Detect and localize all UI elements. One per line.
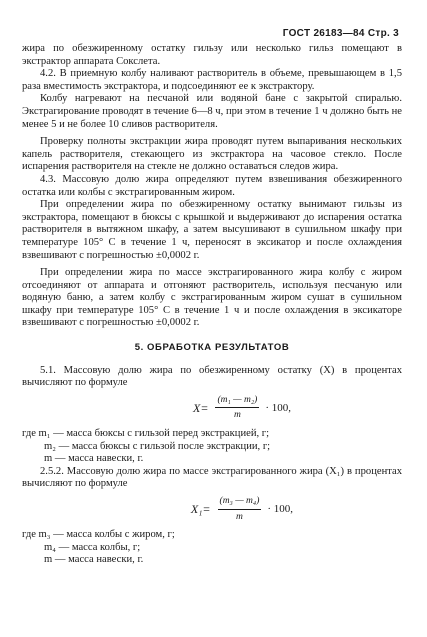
- definition-line: m₄ — масса колбы, г;: [44, 541, 141, 553]
- definition-line: m₂ — масса бюксы с гильзой после экстракции, г;: [44, 440, 271, 452]
- formula-numerator: (m₃ — m₄): [218, 495, 262, 510]
- definition-line: m — масса навески, г.: [44, 453, 144, 465]
- paragraph-extracted-fat-mass: При определении жира по массе экстрагированного жира колбу с жиром отсоединяют от аппарата и отгоняют растворитель, используя песчаную или водяную баню, а затем колбу с экстрагированным жиром сушат в сушильном шкафу при температуре 105° С в течение 1 ч и после охлаждения в эксикаторе взвешивают с погрешностью ±0,0002 г.: [22, 267, 402, 329]
- definition-line: где m₃ — масса колбы с жиром, г;: [22, 529, 175, 541]
- formula-x1: [22, 495, 402, 523]
- section-title: 5. ОБРАБОТКА РЕЗУЛЬТАТОВ: [134, 342, 290, 354]
- formula-denominator: m: [233, 410, 241, 421]
- formula-fraction: [215, 394, 259, 422]
- paragraph-completeness-check: Проверку полноты экстракции жира проводят путем выпаривания нескольких капель растворителя, стекающего из экстрактора на часовое стекло. После испарения растворителя на стекле не должно оставаться следов жира.: [22, 136, 402, 173]
- paragraph-heating: Колбу нагревают на песчаной или водяной бане с закрытой спиралью. Экстрагирование проводят в течение 6—8 ч, при этом в течение 1 ч должно быть не менее 5 и не более 10 сливов растворителя.: [22, 93, 402, 130]
- formula-tail: · 100,: [265, 401, 291, 414]
- document-body: [22, 43, 402, 567]
- paragraph-4-2: 4.2. В приемную колбу наливают растворитель в объеме, превышающем в 1,5 раза вместимость экстрактора, и подсоединяют ее к экстрактору.: [22, 68, 402, 92]
- paragraph-5-2: 2.5.2. Массовую долю жира по массе экстрагированного жира (X₁) в процентах вычисляют по формуле: [22, 465, 402, 490]
- formula-lhs: X₁=: [190, 501, 211, 516]
- page-header: ГОСТ 26183—84 Стр. 3: [282, 28, 399, 39]
- formula-tail: · 100,: [267, 502, 294, 515]
- paragraph-4-3: 4.3. Массовую долю жира определяют путем взвешивания обезжиренного остатка или колбы с экстрагированным жиром.: [22, 173, 402, 198]
- formula-fraction: [218, 495, 262, 523]
- paragraph-defatted-residue: При определении жира по обезжиренному остатку вынимают гильзы из экстрактора, помещают в бюксы с крышкой и выдерживают до испарения остатка растворителя в вытяжном шкафу, а затем высушивают в сушильном шкафу при температуре 105° С в течение 1 ч, переносят в эксикатор и после охлаждения взвешивают с погрешностью ±0,0002 г.: [22, 199, 402, 261]
- paragraph-5-1: 5.1. Массовую долю жира по обезжиренному остатку (X) в процентах вычисляют по формуле: [22, 364, 402, 389]
- formula-x: [22, 394, 402, 422]
- paragraph-continued: жира по обезжиренному остатку гильзу или несколько гильз помещают в экстрактор аппарата Сокслета.: [22, 43, 402, 67]
- definition-line: m — масса навески, г.: [44, 554, 144, 566]
- formula-denominator: m: [236, 511, 243, 522]
- formula-numerator: (m₁ — m₂): [215, 394, 259, 409]
- definition-line: где m₁ — масса бюксы с гильзой перед экстракцией, г;: [22, 428, 270, 440]
- formula-lhs: X=: [193, 400, 209, 415]
